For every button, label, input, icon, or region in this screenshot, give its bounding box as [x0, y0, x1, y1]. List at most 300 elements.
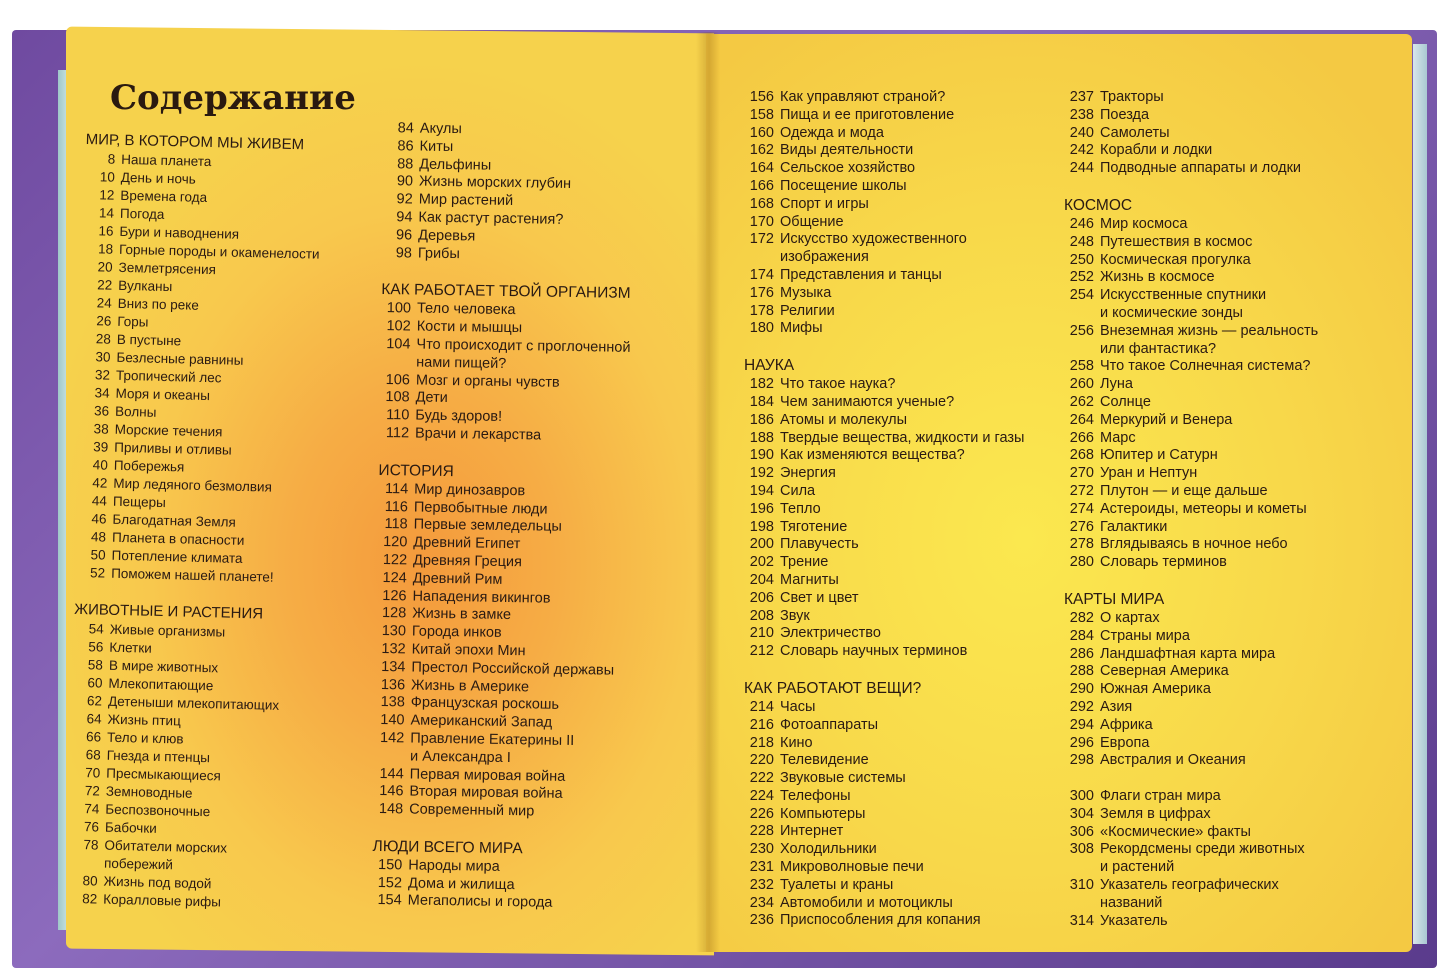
- page-number: 54: [88, 621, 104, 637]
- page-number: 96: [395, 226, 413, 244]
- entry-title: Земноводные: [105, 783, 193, 801]
- page-number: 50: [90, 547, 106, 563]
- page-number: 196: [749, 500, 774, 517]
- page-number: 26: [96, 313, 112, 329]
- section-heading: КАК РАБОТАЮТ ВЕЩИ?: [744, 679, 922, 697]
- page-number: 252: [1069, 269, 1094, 286]
- entry-title: Свет и цвет: [780, 589, 859, 606]
- toc-entry: [744, 267, 1064, 285]
- page-number: 38: [93, 421, 109, 437]
- entry-title: Мозг и органы чувств: [415, 372, 560, 391]
- page-number: 268: [1069, 447, 1094, 464]
- entry-title: Бабочки: [104, 819, 157, 836]
- page-number: 162: [749, 142, 774, 159]
- page-number: 236: [749, 912, 774, 929]
- page-number: 146: [379, 783, 404, 800]
- entry-title: Горы: [117, 313, 149, 330]
- entry-title: Американский Запад: [410, 712, 553, 731]
- page-number: 290: [1069, 681, 1094, 698]
- toc-column-4: [1064, 89, 1384, 930]
- toc-entry: [744, 320, 1064, 338]
- entry-title: Млекопитающие: [108, 675, 214, 694]
- page-number: 160: [749, 124, 774, 141]
- entry-title: Меркурий и Венера: [1100, 411, 1233, 428]
- entry-title: Музыка: [780, 284, 832, 301]
- entry-title: Луна: [1100, 376, 1134, 393]
- entry-title: Ландшафтная карта мира: [1100, 645, 1276, 662]
- toc-entry: [744, 895, 1064, 913]
- entry-title: Одежда и мода: [780, 124, 884, 141]
- entry-title: Мир динозавров: [414, 481, 526, 500]
- toc-entry: [744, 465, 1064, 483]
- entry-title: Приспособления для копания: [780, 912, 981, 929]
- page-number: 292: [1069, 698, 1094, 715]
- page-number: 56: [88, 639, 104, 655]
- toc-entry: [1064, 142, 1384, 160]
- page-number: 80: [82, 873, 98, 889]
- page-number: 188: [749, 429, 774, 446]
- page-number: 142: [379, 729, 405, 747]
- toc-entry: [744, 752, 1064, 770]
- entry-title: Поезда: [1100, 106, 1150, 123]
- toc-entry: [1064, 465, 1384, 483]
- entry-title: Европа: [1100, 734, 1150, 751]
- section-heading: НАУКА: [744, 357, 795, 375]
- toc-entry: [1064, 89, 1384, 107]
- toc-entry: [1064, 501, 1384, 519]
- page-number: 208: [749, 607, 774, 624]
- page-number: 64: [86, 711, 102, 727]
- page-number: 84: [397, 120, 414, 137]
- page-number: 22: [97, 277, 113, 293]
- toc-column-1: [67, 130, 366, 915]
- entry-title: Самолеты: [1100, 124, 1170, 141]
- toc-entry: [744, 142, 1064, 160]
- entry-title: Народы мира: [408, 857, 500, 875]
- page-number: 270: [1069, 465, 1094, 482]
- page-number: 178: [749, 302, 774, 319]
- page-number: 94: [396, 209, 413, 226]
- page-number: 228: [749, 823, 774, 840]
- page-edges-right: [1413, 44, 1427, 944]
- toc-entry: [1064, 646, 1384, 664]
- entry-title: Чем занимаются ученые?: [780, 393, 955, 410]
- entry-title: Микроволновые печи: [780, 859, 924, 876]
- toc-entry: [374, 730, 675, 770]
- toc-entry: [1064, 107, 1384, 125]
- entry-title: Марс: [1100, 429, 1136, 446]
- page-number: 170: [749, 213, 774, 230]
- entry-title: Современный мир: [409, 801, 535, 820]
- section-heading: ИСТОРИЯ: [378, 461, 454, 480]
- toc-entry: [744, 841, 1064, 859]
- page-number: 20: [97, 259, 113, 275]
- page-number: 150: [377, 856, 403, 874]
- entry-title: Мифы: [780, 320, 823, 337]
- page-number: 200: [749, 536, 774, 553]
- entry-title: Спорт и игры: [780, 195, 869, 212]
- entry-title: Коралловые рифы: [103, 891, 222, 910]
- page-number: 78: [83, 837, 99, 853]
- page-number: 174: [749, 266, 774, 283]
- entry-title: Компьютеры: [780, 805, 866, 822]
- page-number: 190: [749, 447, 774, 464]
- toc-entry: [1064, 483, 1384, 501]
- entry-title: Телефоны: [780, 787, 851, 804]
- page-number: 62: [86, 693, 103, 709]
- entry-title: Престол Российской державы: [411, 659, 615, 679]
- toc-entry: [1064, 752, 1384, 770]
- contents-title: Содержание: [110, 78, 356, 118]
- toc-entry: [1064, 628, 1384, 646]
- toc-entry: [1064, 125, 1384, 143]
- entry-title: Бури и наводнения: [119, 223, 240, 242]
- entry-title: Беспозвоночные: [105, 801, 211, 820]
- entry-title: Тяготение: [780, 518, 848, 535]
- section-heading: ЛЮДИ ВСЕГО МИРА: [372, 837, 523, 858]
- page-number: 40: [92, 457, 109, 473]
- page-number: 136: [380, 676, 406, 693]
- entry-title: Жизнь в космосе: [1100, 269, 1215, 286]
- entry-title: Нападения викингов: [412, 588, 551, 607]
- page-number: 296: [1069, 734, 1094, 751]
- toc-entry: [744, 608, 1064, 626]
- entry-title: Трение: [780, 554, 829, 571]
- entry-title: Виды деятельности: [780, 142, 914, 159]
- toc-entry: [1064, 735, 1384, 753]
- entry-title: Жизнь морских глубин: [418, 173, 572, 193]
- page-number: 104: [386, 336, 411, 353]
- toc-entry: [744, 178, 1064, 196]
- entry-title: Землетрясения: [118, 259, 217, 278]
- page-number: 298: [1069, 752, 1094, 769]
- page-number: 246: [1069, 215, 1094, 232]
- toc-entry: [744, 412, 1064, 430]
- entry-title: Волны: [114, 403, 157, 420]
- entry-title: Звуковые системы: [780, 770, 906, 787]
- page-number: 98: [395, 244, 413, 262]
- page-number: 86: [397, 138, 414, 155]
- entry-title: Общение: [780, 213, 844, 230]
- entry-title: Часы: [780, 698, 816, 715]
- page-number: 212: [749, 643, 774, 660]
- page-number: 122: [382, 551, 408, 569]
- page-number: 282: [1069, 609, 1094, 626]
- page-number: 218: [749, 734, 774, 751]
- page-number: 288: [1069, 663, 1094, 680]
- entry-title: Акулы: [419, 120, 462, 138]
- page-number: 224: [749, 787, 774, 804]
- page-number: 286: [1069, 645, 1094, 662]
- page-number: 244: [1069, 160, 1094, 177]
- entry-title: Атомы и молекулы: [780, 411, 908, 428]
- page-number: 58: [87, 657, 104, 673]
- page-number: 110: [386, 407, 410, 424]
- entry-title: Погода: [119, 205, 165, 222]
- entry-title: Тело человека: [416, 300, 516, 319]
- entry-title: Мир космоса: [1100, 215, 1188, 232]
- page-number: 30: [95, 349, 111, 365]
- entry-title: Мир растений: [418, 191, 514, 210]
- page-number: 232: [749, 876, 774, 893]
- page-number: 10: [99, 169, 116, 185]
- toc-entry: [1064, 519, 1384, 537]
- entry-title: Обитатели морских побережий: [103, 837, 228, 873]
- entry-title: Кости и мышцы: [416, 318, 523, 337]
- entry-title: Посещение школы: [780, 177, 907, 194]
- entry-title: Искусственные спутники и космические зонды: [1100, 287, 1267, 321]
- entry-title: Приливы и отливы: [114, 439, 232, 458]
- page-number: 230: [749, 841, 774, 858]
- page-number: 118: [384, 516, 408, 533]
- toc-entry: [744, 699, 1064, 717]
- toc-entry: [744, 89, 1064, 107]
- toc-entry: [1064, 216, 1384, 234]
- entry-title: Звук: [780, 607, 810, 624]
- page-number: 300: [1069, 788, 1094, 805]
- page-number: 140: [380, 712, 405, 729]
- entry-title: Киты: [419, 138, 454, 155]
- page-number: 128: [381, 605, 407, 622]
- section-heading: КОСМОС: [1064, 196, 1133, 214]
- page-number: 198: [749, 518, 774, 535]
- page-number: 314: [1069, 912, 1094, 929]
- page-number: 204: [749, 571, 774, 588]
- entry-title: Указатель: [1100, 912, 1168, 929]
- page-number: 194: [749, 482, 774, 499]
- toc-entry: [1064, 717, 1384, 735]
- entry-title: Астероиды, метеоры и кометы: [1100, 500, 1307, 517]
- page-number: 106: [385, 371, 411, 389]
- entry-title: Галактики: [1100, 518, 1168, 535]
- entry-title: Безлесные равнины: [116, 349, 244, 368]
- page-number: 144: [379, 765, 404, 782]
- entry-title: Телевидение: [780, 752, 869, 769]
- entry-title: Дома и жилища: [407, 875, 515, 893]
- page-number: 52: [89, 565, 106, 581]
- entry-title: Автомобили и мотоциклы: [780, 894, 953, 911]
- entry-title: В мире животных: [108, 657, 219, 676]
- toc-entry: [744, 214, 1064, 232]
- page-number: 8: [107, 151, 116, 167]
- entry-title: Указатель географических названий: [1100, 877, 1279, 911]
- page-number: 206: [749, 589, 774, 606]
- page-number: 39: [93, 439, 109, 455]
- page-number: 164: [749, 160, 774, 177]
- page-number: 130: [381, 623, 407, 640]
- entry-title: Жизнь птиц: [107, 711, 181, 729]
- entry-title: Пресмыкающиеся: [106, 765, 221, 784]
- entry-title: Дети: [415, 389, 448, 407]
- entry-title: Тропический лес: [115, 367, 222, 386]
- toc-entry: [744, 717, 1064, 735]
- entry-title: Фотоаппараты: [780, 716, 879, 733]
- page-number: 14: [98, 205, 115, 221]
- toc-entry: [1064, 554, 1384, 572]
- entry-title: Жизнь под водой: [103, 873, 212, 892]
- page-number: 210: [749, 625, 774, 642]
- toc-entry: [1064, 699, 1384, 717]
- page-number: 90: [396, 173, 414, 190]
- toc-entry: [1064, 806, 1384, 824]
- page-number: 120: [383, 534, 408, 551]
- entry-title: Африка: [1100, 716, 1153, 733]
- entry-title: Как растут растения?: [418, 209, 564, 228]
- entry-title: Мегаполисы и города: [407, 892, 553, 912]
- entry-title: Побережья: [113, 457, 185, 475]
- page-number: 172: [749, 231, 774, 248]
- entry-title: Вглядываясь в ночное небо: [1100, 536, 1288, 553]
- toc-entry: [1064, 269, 1384, 287]
- toc-entry: [1064, 252, 1384, 270]
- page-number: 176: [749, 284, 774, 301]
- entry-title: Представления и танцы: [780, 266, 942, 283]
- entry-title: Флаги стран мира: [1100, 788, 1221, 805]
- entry-title: Сила: [780, 482, 816, 499]
- entry-title: Дельфины: [419, 156, 492, 174]
- toc-entry: [744, 859, 1064, 877]
- toc-entry: [744, 430, 1064, 448]
- toc-entry: [1064, 536, 1384, 554]
- entry-title: Пища и ее приготовление: [780, 106, 955, 123]
- page-number: 28: [95, 331, 112, 347]
- toc-entry: [744, 536, 1064, 554]
- page-number: 182: [749, 376, 774, 393]
- toc-entry: [744, 806, 1064, 824]
- entry-title: Гнезда и птенцы: [106, 747, 211, 766]
- toc-entry: [744, 912, 1064, 930]
- page-number: 108: [385, 389, 410, 406]
- page-number: 310: [1069, 877, 1094, 894]
- toc-entry: [744, 554, 1064, 572]
- entry-title: Моря и океаны: [115, 385, 211, 404]
- toc-entry: [744, 376, 1064, 394]
- entry-title: Жизнь в замке: [412, 605, 512, 624]
- entry-title: Магниты: [780, 571, 839, 588]
- page-number: 116: [384, 498, 409, 515]
- page-number: 24: [96, 295, 112, 311]
- page-number: 124: [382, 569, 407, 587]
- entry-title: Тепло: [780, 500, 821, 517]
- entry-title: Страны мира: [1100, 627, 1190, 644]
- entry-title: Энергия: [780, 465, 836, 482]
- entry-title: Первая мировая война: [409, 765, 566, 785]
- page-number: 250: [1069, 251, 1094, 268]
- page-number: 237: [1069, 89, 1094, 105]
- entry-title: Деревья: [418, 227, 476, 245]
- entry-title: Плутон — и еще дальше: [1100, 482, 1268, 499]
- entry-title: Горные породы и окаменелости: [118, 241, 320, 262]
- section-heading: КАРТЫ МИРА: [1064, 590, 1165, 608]
- entry-title: Уран и Нептун: [1100, 465, 1198, 482]
- entry-title: Австралия и Океания: [1100, 752, 1246, 769]
- toc-entry: [1064, 394, 1384, 412]
- entry-title: Детеныши млекопитающих: [107, 693, 280, 713]
- page-number: 42: [92, 475, 108, 491]
- toc-column-2: [372, 120, 684, 915]
- toc-entry: [1064, 412, 1384, 430]
- toc-entry: [1064, 376, 1384, 394]
- section-spacer: [1064, 770, 1384, 788]
- entry-title: Подводные аппараты и лодки: [1100, 160, 1302, 177]
- toc-entry: [1064, 663, 1384, 681]
- toc-entry: [1064, 447, 1384, 465]
- entry-title: Как управляют страной?: [780, 89, 946, 105]
- entry-title: Первые земледельцы: [413, 516, 563, 536]
- toc-entry: [744, 125, 1064, 143]
- page-number: 274: [1069, 500, 1094, 517]
- entry-title: Плавучесть: [780, 536, 859, 553]
- page-number: 308: [1069, 841, 1094, 858]
- page-number: 254: [1069, 287, 1094, 304]
- entry-title: Земля в цифрах: [1100, 805, 1211, 822]
- page-number: 214: [749, 698, 774, 715]
- entry-title: Южная Америка: [1100, 681, 1211, 698]
- page-number: 180: [749, 320, 774, 337]
- entry-title: Поможем нашей планете!: [110, 565, 274, 585]
- entry-title: Искусство художественного изображения: [780, 231, 967, 266]
- page-number: 266: [1069, 429, 1094, 446]
- page-number: 112: [385, 425, 410, 442]
- entry-title: Электричество: [780, 625, 881, 642]
- toc-entry: [744, 394, 1064, 412]
- page-number: 76: [83, 819, 100, 835]
- toc-entry: [744, 823, 1064, 841]
- page-number: 46: [91, 511, 107, 527]
- page-number: 304: [1069, 805, 1094, 822]
- toc-entry: [1064, 358, 1384, 376]
- page-number: 168: [749, 195, 774, 212]
- entry-title: Древний Рим: [412, 570, 503, 588]
- entry-title: Юпитер и Сатурн: [1100, 447, 1218, 464]
- entry-title: Наша планета: [121, 151, 212, 170]
- entry-title: О картах: [1100, 609, 1160, 626]
- toc-entry: [1064, 323, 1384, 359]
- page-number: 114: [384, 480, 409, 498]
- page-number: 284: [1069, 627, 1094, 644]
- page-number: 126: [382, 587, 407, 604]
- toc-entry: [744, 285, 1064, 303]
- page-number: 154: [377, 892, 402, 909]
- entry-title: Путешествия в космос: [1100, 233, 1253, 250]
- entry-title: Космическая прогулка: [1100, 251, 1251, 268]
- entry-title: Что такое наука?: [780, 376, 896, 393]
- entry-title: День и ночь: [120, 169, 196, 187]
- entry-title: Потепление климата: [111, 547, 243, 566]
- entry-title: Сельское хозяйство: [780, 160, 916, 177]
- page-number: 280: [1069, 554, 1094, 571]
- entry-title: Словарь научных терминов: [780, 643, 968, 660]
- entry-title: Города инков: [411, 623, 502, 642]
- toc-entry: [1064, 234, 1384, 252]
- page-number: 16: [98, 223, 114, 239]
- page-number: 68: [85, 747, 101, 763]
- page-number: 192: [749, 465, 774, 482]
- entry-title: Тракторы: [1100, 89, 1164, 105]
- page-number: 158: [749, 106, 774, 123]
- toc-entry: [744, 160, 1064, 178]
- entry-title: Клетки: [109, 639, 152, 656]
- toc-entry: [744, 590, 1064, 608]
- page-number: 222: [749, 770, 774, 787]
- entry-title: Китай эпохи Мин: [411, 641, 526, 660]
- page-number: 306: [1069, 823, 1094, 840]
- page-number: 186: [749, 411, 774, 428]
- page-number: 60: [87, 675, 103, 691]
- toc-entry: [1064, 610, 1384, 628]
- page-number: 82: [82, 891, 98, 907]
- page-number: 258: [1069, 358, 1094, 375]
